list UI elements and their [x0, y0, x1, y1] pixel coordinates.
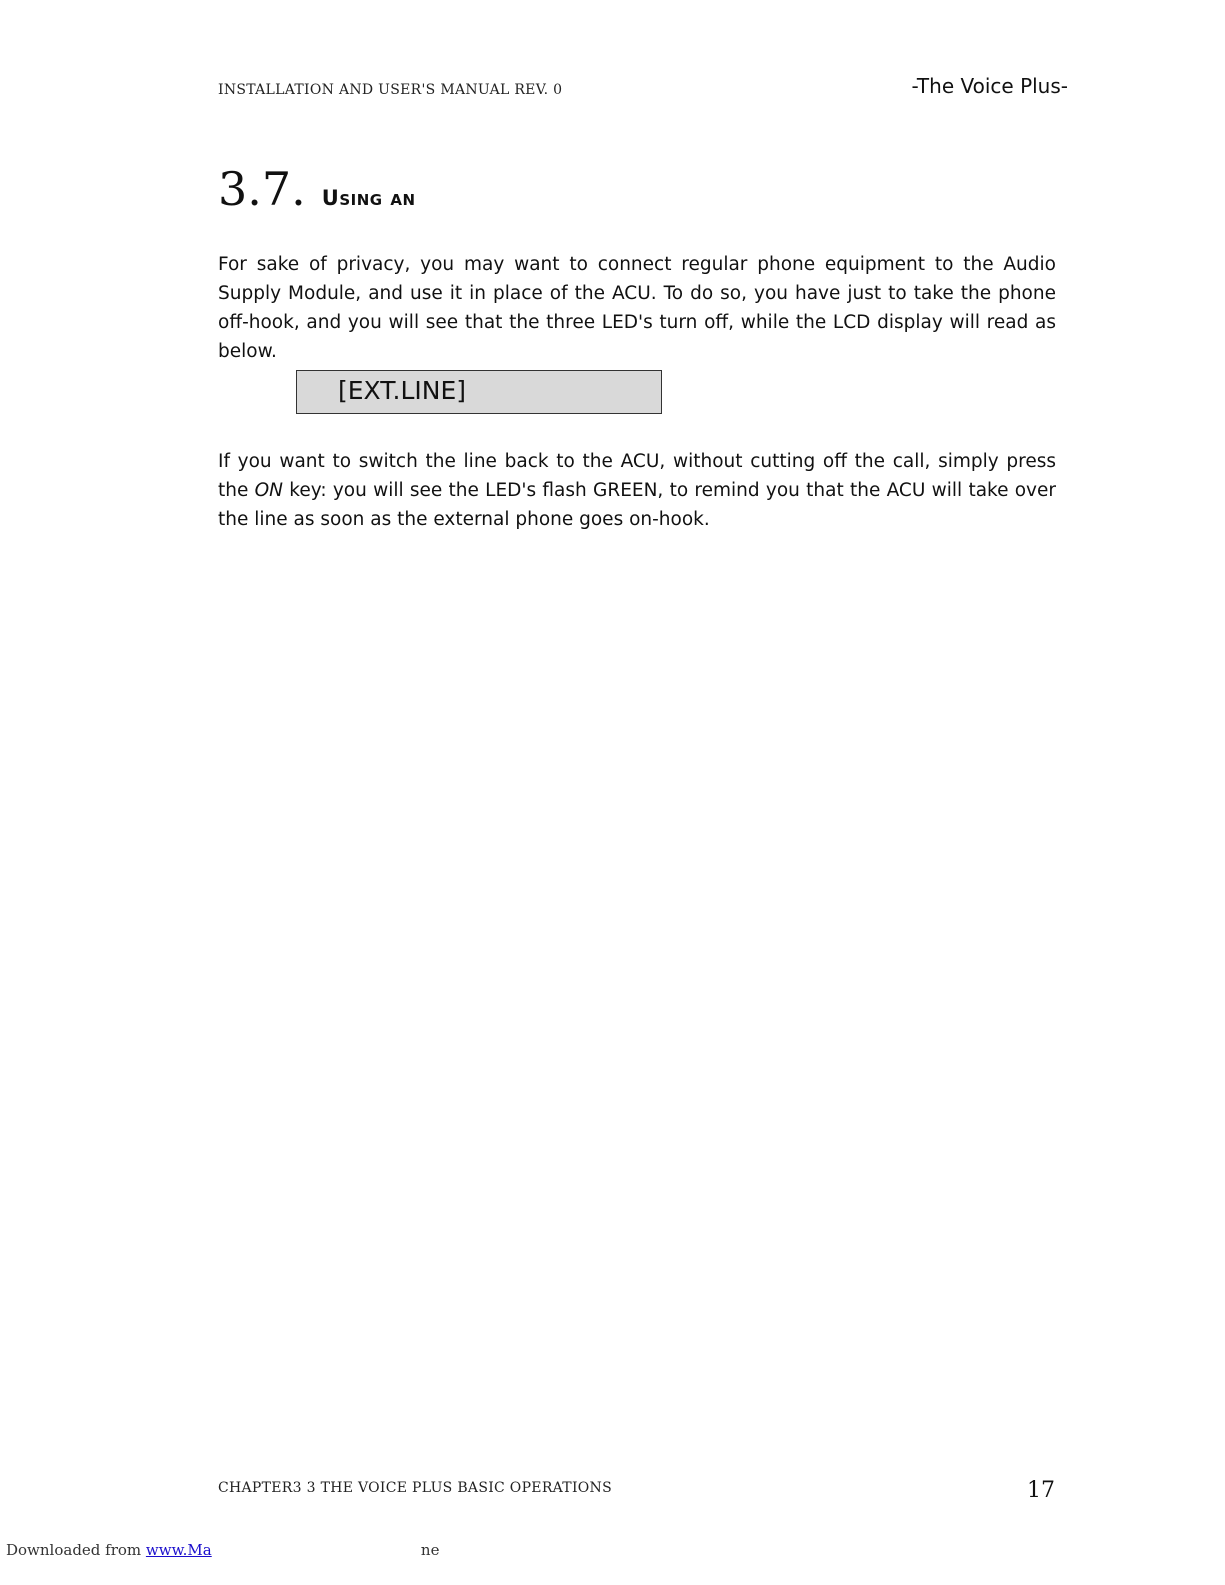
footer-page-number: 17 — [1027, 1478, 1055, 1503]
paragraph-intro: For sake of privacy, you may want to connect regular phone equipment to the Audio Supply Module, and use it in place of the ACU. To do so, you have just to take the phone off-hook, and you will see that the three LED's turn off, while the LCD display will read as below. — [218, 254, 1056, 362]
lcd-display-box — [296, 370, 662, 414]
section-heading — [218, 162, 416, 216]
download-prefix: Downloaded from — [6, 1541, 146, 1559]
paragraph-switch-rest: key: you will see the LED's flash GREEN, to remind you that the ACU will take over the line as soon as the external phone goes on-hook. — [218, 480, 1056, 530]
on-key-label: ON — [254, 480, 284, 501]
footer-chapter: CHAPTER3 3 THE VOICE PLUS BASIC OPERATIONS — [218, 1480, 612, 1496]
section-number: 3.7. — [218, 162, 306, 216]
lcd-display-text: [EXT.LINE] — [338, 376, 467, 405]
download-line — [6, 1541, 439, 1559]
header-left: INSTALLATION AND USER'S MANUAL REV. 0 — [218, 82, 563, 98]
paragraph-switch-line — [218, 447, 1056, 534]
section-title: Using an — [321, 186, 416, 210]
paragraph-switch-lead: If you want to switch the line back to the ACU, without cutting off the call, simply press the — [218, 451, 1056, 501]
download-link[interactable]: www.Ma — [145, 1541, 212, 1559]
header-right: -The Voice Plus- — [911, 74, 1068, 98]
download-tail: ne — [420, 1541, 440, 1559]
